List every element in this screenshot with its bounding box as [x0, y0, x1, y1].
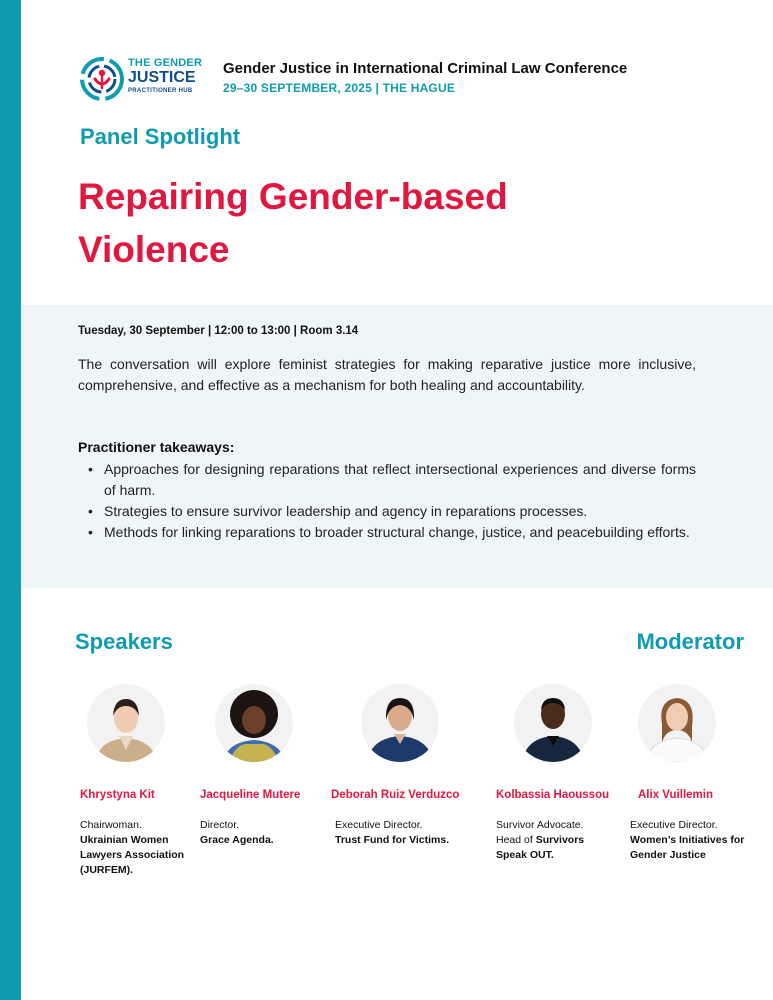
session-description: The conversation will explore feminist strategies for making reparative justice more inclusive, comprehensive, and effective as a mechanism for both healing and accountability. — [78, 356, 696, 393]
speakers-heading: Speakers — [75, 629, 173, 654]
takeaway-text: Strategies to ensure survivor leadership and agency in reparations processes. — [104, 503, 588, 519]
conference-date-location: 29–30 SEPTEMBER, 2025 | THE HAGUE — [223, 81, 456, 95]
conference-title: Gender Justice in International Criminal Law Conference — [223, 60, 628, 77]
speaker-organization: Grace Agenda. — [200, 834, 274, 846]
speaker-role: Executive Director. — [335, 819, 423, 831]
speaker-name: Deborah Ruiz Verduzco — [331, 789, 460, 801]
speaker-role: Survivor Advocate. — [496, 819, 584, 831]
logo-line-2: JUSTICE — [128, 69, 196, 86]
takeaways-list — [78, 459, 696, 543]
bullet-icon: • — [88, 461, 93, 477]
takeaway-item — [78, 522, 696, 543]
speaker-affiliation — [496, 818, 616, 863]
speaker-affiliation — [80, 818, 200, 878]
speaker-role: Director. — [200, 819, 240, 831]
speaker-role: Chairwoman. — [80, 819, 142, 831]
logo-line-1: THE GENDER — [128, 57, 203, 69]
session-info-panel — [21, 305, 773, 588]
speaker-name: Khrystyna Kit — [80, 789, 155, 801]
logo-wordmark — [128, 58, 202, 94]
bullet-icon: • — [88, 524, 93, 540]
session-meta: Tuesday, 30 September | 12:00 to 13:00 | Room 3.14 — [78, 325, 359, 337]
panel-spotlight-label: Panel Spotlight — [80, 124, 241, 149]
moderator-role: Executive Director. — [630, 819, 718, 831]
moderator-affiliation — [630, 818, 750, 863]
takeaway-text: Methods for linking reparations to broader structural change, justice, and peacebuilding efforts. — [104, 524, 690, 540]
hub-logo — [78, 55, 210, 105]
speaker-photo — [361, 684, 439, 762]
moderator-organization: Women’s Initiatives for Gender Justice — [630, 834, 745, 861]
speaker-photo — [514, 684, 592, 762]
speaker-photo — [215, 684, 293, 762]
speaker-name: Jacqueline Mutere — [200, 789, 301, 801]
speaker-organization: Survivors Speak OUT. — [496, 834, 585, 861]
speaker-photo — [87, 684, 165, 762]
bullet-icon: • — [88, 503, 93, 519]
takeaway-item — [78, 459, 696, 501]
moderator-heading: Moderator — [636, 629, 744, 654]
panel-title-line-1: Repairing Gender-based — [78, 176, 508, 217]
left-accent-bar — [0, 0, 21, 1000]
panel-title — [78, 170, 638, 276]
takeaway-item — [78, 501, 696, 522]
speaker-org-prefix: Head of — [496, 834, 536, 846]
panel-title-line-2: Violence — [78, 229, 230, 270]
takeaway-text: Approaches for designing reparations that reflect intersectional experiences and diverse forms of harm. — [104, 461, 696, 498]
gender-justice-logo-icon — [78, 55, 126, 103]
speaker-affiliation — [335, 818, 455, 848]
speaker-name: Kolbassia Haoussou — [496, 789, 610, 801]
moderator-photo — [638, 684, 716, 762]
moderator-name: Alix Vuillemin — [638, 789, 713, 801]
speaker-organization: Ukrainian Women Lawyers Association (JURFEM). — [80, 834, 185, 876]
logo-line-3: PRACTITIONER HUB — [128, 88, 193, 94]
takeaways-title: Practitioner takeaways: — [78, 439, 235, 455]
speaker-organization: Trust Fund for Victims. — [335, 834, 450, 846]
speaker-affiliation — [200, 818, 320, 848]
